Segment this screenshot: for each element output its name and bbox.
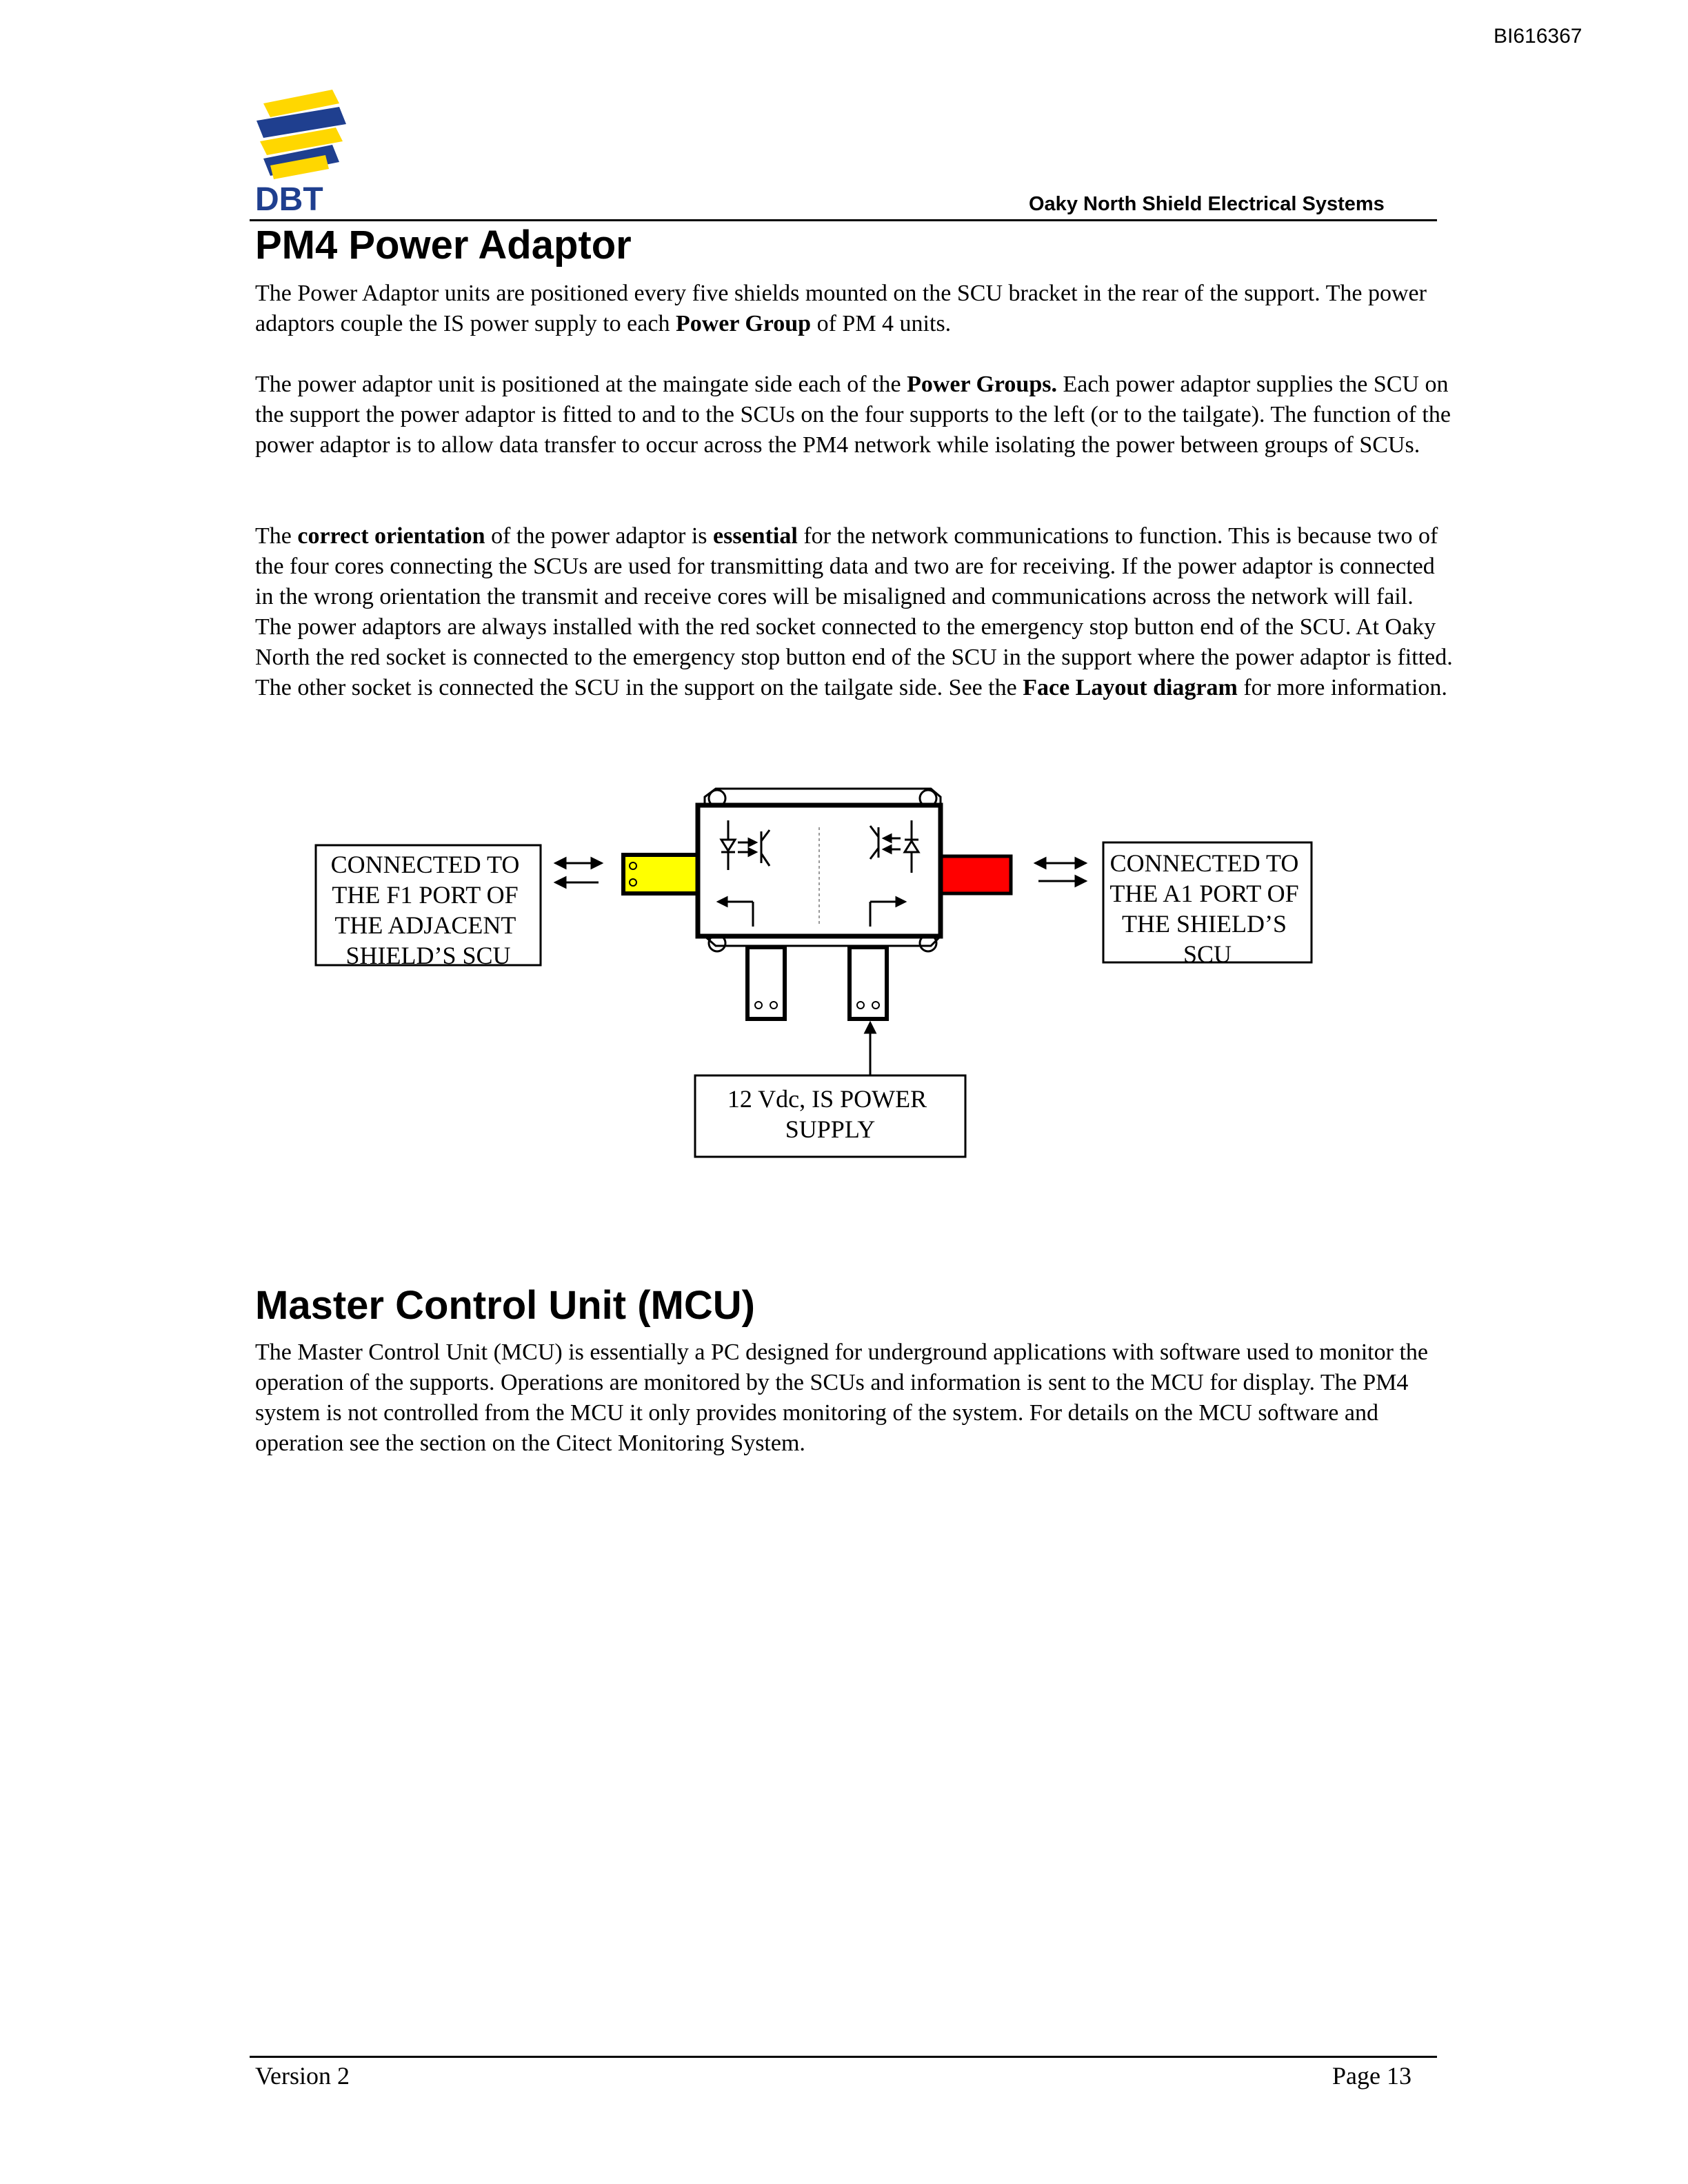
header-divider xyxy=(250,219,1437,221)
text-run: The Power Adaptor units are positioned every five shields mounted on the SCU bracket in the rear of the support. The power adaptors couple the IS power supply to each xyxy=(255,281,1427,336)
mcu-paragraph: The Master Control Unit (MCU) is essentially a PC designed for underground applications with software used to monitor the operation of the supports. Operations are monitored by the SCUs and information is sent to the MCU for display. The PM4 system is not controlled from the MCU it only provides monitoring of the system. For details on the MCU software and operation see the section on the Citect Monitoring System. xyxy=(255,1339,1428,1456)
red-socket xyxy=(936,856,1011,893)
right-connection-text: CONNECTED TO THE A1 PORT OF THE SHIELD’S SCU xyxy=(1109,849,1299,968)
power-supply-text: 12 Vdc, IS POWER SUPPLY xyxy=(727,1085,927,1143)
text-run: The xyxy=(255,523,298,549)
pm4-paragraph-3 xyxy=(255,521,1455,703)
dbt-logo xyxy=(250,90,353,214)
power-adaptor-diagram xyxy=(303,786,1324,1172)
pm4-paragraph-1 xyxy=(255,279,1455,339)
svg-text:DBT: DBT xyxy=(255,181,323,214)
yellow-socket xyxy=(623,855,698,893)
bold-run: Power Groups. xyxy=(907,372,1057,397)
text-run: of PM 4 units. xyxy=(811,311,952,336)
footer-version: Version 2 xyxy=(255,2062,350,2090)
footer-page-number: Page 13 xyxy=(1332,2062,1411,2090)
right-bidirectional-arrows xyxy=(1036,858,1085,886)
bold-run: Power Group xyxy=(675,311,812,336)
left-bidirectional-arrows xyxy=(556,858,601,887)
bold-run: correct orientation xyxy=(297,523,485,549)
text-run: for more information. xyxy=(1237,675,1447,700)
section-title-mcu: Master Control Unit (MCU) xyxy=(255,1283,755,1328)
text-run: The power adaptor unit is positioned at the maingate side each of the xyxy=(255,372,907,397)
bold-run: essential xyxy=(713,523,798,549)
header-title: Oaky North Shield Electrical Systems xyxy=(1029,193,1385,215)
document-id: BI616367 xyxy=(1494,25,1582,48)
bold-run: Face Layout diagram xyxy=(1023,675,1238,700)
power-supply-arrow xyxy=(865,1023,875,1075)
footer-divider xyxy=(250,2056,1437,2058)
power-plug-right xyxy=(850,947,887,1019)
pm4-paragraph-2 xyxy=(255,370,1455,461)
text-run: of the power adaptor is xyxy=(485,523,714,549)
power-plug-left xyxy=(747,947,785,1019)
text-run: for the network communications to function. This is because two of the four cores connecting the SCUs are used for transmitting data and two are for receiving. If the power adaptor is connected in the wrong orientation the transmit and receive cores will be misaligned and communications across the network will fail. The power adaptors are always installed with the red socket connected to the emergency stop button end of the SCU. At Oaky North the red socket is connected to the emergency stop button end of the SCU in the support where the power adaptor is fitted. The other socket is connected the SCU in the support on the tailgate side. See the xyxy=(255,523,1453,700)
text-run: Each power adaptor supplies the SCU on the support the power adaptor is fitted to and to the SCUs on the four supports to the left (or to the tailgate). The function of the power adaptor is to allow data transfer to occur across the PM4 network while isolating the power between groups of SCUs. xyxy=(255,372,1451,458)
section-title-pm4: PM4 Power Adaptor xyxy=(255,223,632,267)
left-connection-text: CONNECTED TO THE F1 PORT OF THE ADJACENT SHIELD’S SCU xyxy=(330,851,520,969)
